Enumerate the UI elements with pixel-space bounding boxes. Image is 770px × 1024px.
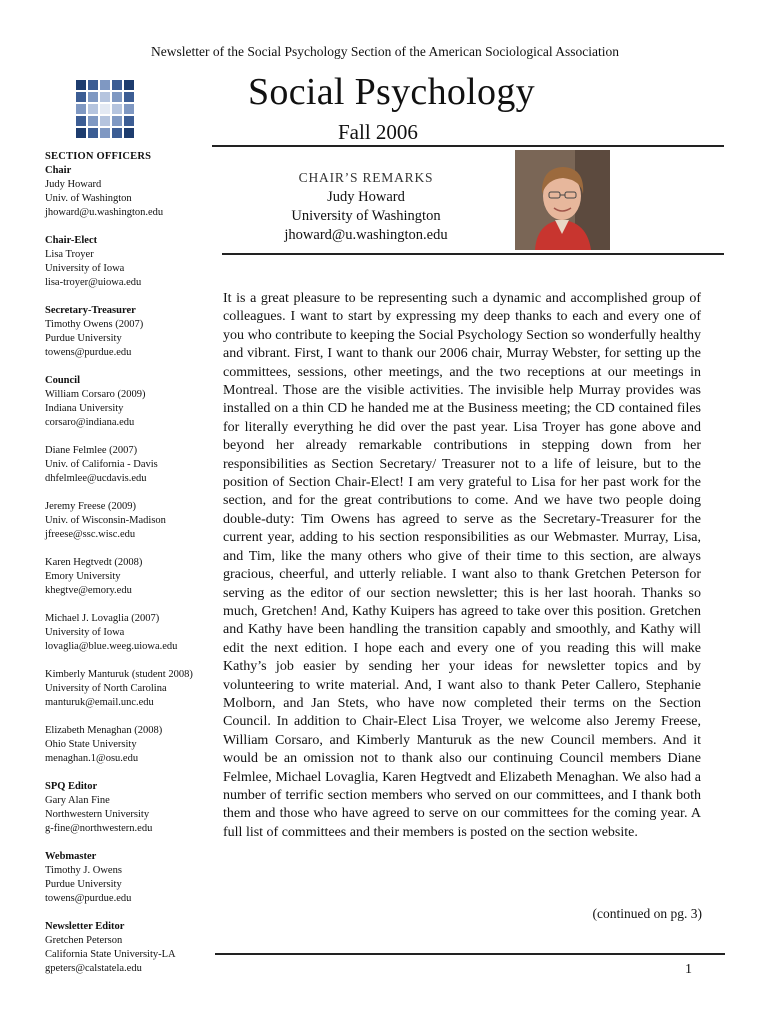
- officer-entry: [45, 724, 215, 766]
- logo-tile: [100, 128, 110, 138]
- officer-entry: [45, 500, 215, 542]
- logo-tile: [124, 80, 134, 90]
- article-author: Judy Howard: [327, 189, 405, 205]
- officer-email: menaghan.1@osu.edu: [45, 753, 139, 764]
- officer-role: Webmaster: [45, 851, 97, 862]
- officer-name: Karen Hegtvedt (2008): [45, 557, 143, 568]
- officer-entry: [45, 556, 215, 598]
- officer-name: Timothy Owens (2007): [45, 319, 144, 330]
- logo-tile: [88, 80, 98, 90]
- logo-tile: [88, 128, 98, 138]
- officer-affiliation: Univ. of Wisconsin-Madison: [45, 515, 166, 526]
- officer-role: Council: [45, 375, 81, 386]
- logo-tile: [124, 92, 134, 102]
- officer-entry: [45, 668, 215, 710]
- newsletter-title: Social Psychology: [248, 71, 535, 113]
- issue-date: Fall 2006: [338, 120, 418, 144]
- officer-name: Lisa Troyer: [45, 249, 94, 260]
- logo-tile: [112, 80, 122, 90]
- officer-role: Secretary-Treasurer: [45, 305, 136, 316]
- officer-email: towens@purdue.edu: [45, 347, 132, 358]
- article-divider: [222, 253, 724, 255]
- officer-entry: [45, 164, 215, 220]
- logo-tile: [100, 80, 110, 90]
- officer-name: Kimberly Manturuk (student 2008): [45, 669, 193, 680]
- officer-email: g-fine@northwestern.edu: [45, 823, 153, 834]
- logo-tile: [76, 116, 86, 126]
- officer-email: dhfelmlee@ucdavis.edu: [45, 473, 147, 484]
- logo-tile: [100, 116, 110, 126]
- officer-name: Diane Felmlee (2007): [45, 445, 138, 456]
- officer-name: Jeremy Freese (2009): [45, 501, 136, 512]
- officer-affiliation: University of Iowa: [45, 627, 125, 638]
- portrait-image: [515, 150, 610, 250]
- logo-tile: [88, 104, 98, 114]
- officer-entry: [45, 920, 215, 976]
- logo-tile: [100, 92, 110, 102]
- officer-entry: [45, 612, 215, 654]
- officer-email: lovaglia@blue.weeg.uiowa.edu: [45, 641, 178, 652]
- section-officers-sidebar: [45, 150, 215, 990]
- officer-role: Chair: [45, 165, 72, 176]
- officer-role: Newsletter Editor: [45, 921, 125, 932]
- officer-name: William Corsaro (2009): [45, 389, 146, 400]
- officer-entry: [45, 444, 215, 486]
- officer-email: khegtve@emory.edu: [45, 585, 132, 596]
- logo-tile: [88, 92, 98, 102]
- logo-tile: [124, 116, 134, 126]
- officer-name: Elizabeth Menaghan (2008): [45, 725, 163, 736]
- officer-name: Michael J. Lovaglia (2007): [45, 613, 160, 624]
- logo-tile: [76, 80, 86, 90]
- logo-tile: [88, 116, 98, 126]
- article-body: It is a great pleasure to be representing such a dynamic and accomplished group of colleagues. I want to start by expressing my deep thanks to each and every one of you who contribute to keeping the Social Psychology Section so wonderfully healthy and vibrant. First, I want to thank our 2006 chair, Murray Webster, for setting up the committees, sessions, other meetings, and the two receptions at our meetings in Montreal. Those are the visible activities. The invisible help Murray provides was installed on a thin CD he handed me at the Business meeting; the CD contained files for literally everything he did over the past year. Lisa Troyer has gone above and beyond her already remarkable contributions in stepping down from her responsibilities as Section Secretary/ Treasurer not to a life of leisure, but to the position of Section Chair-Elect! I am very grateful to Lisa for her past work for the section, and for the great contributions to come. And we have two people doing double-duty: Tim Owens has agreed to serve as the Secretary-Treasurer for the current year, adding to his section responsibilities as our Webmaster. Murray, Lisa, and Tim, like the many others who give of their time to this section, are always gracious, cheerful, and utterly reliable. I want also to thank Gretchen Peterson for serving as the editor of our section newsletter; this is her last hoorah. Thanks so much, Gretchen! And, Kathy Kuipers has agreed to take over this position. Gretchen and Kathy have been handling the transition capably and smoothly, and Kathy will edit the next edition. I hope each and every one of you reading this will make Kathy’s job easier by sending her your ideas for newsletter topics and by volunteering to write material. And, I want also to thank Peter Callero, Stephanie Molborn, and Jan Stets, who have now completed their terms on the Section Council. In addition to Chair-Elect Lisa Troyer, we welcome also Jeremy Freese, William Corsaro, and Kimberly Manturuk as the new Council members. And it would be an omission not to thank also our continuing Council members Diane Felmlee, Michael Lovaglia, Karen Hegtvedt and Elizabeth Menaghan. We also had a number of terrific section members who served on our committees, and I thank both them and those who have agreed to serve on our committees for the coming year. A full list of committees and their members is posted on the section website.: [223, 291, 701, 840]
- logo-tile: [76, 104, 86, 114]
- author-photo: [515, 150, 610, 250]
- officer-email: manturuk@email.unc.edu: [45, 697, 154, 708]
- chair-remarks-header: [260, 168, 472, 245]
- officers-list: [45, 164, 215, 976]
- footer-divider: [215, 953, 725, 955]
- newsletter-tagline: Newsletter of the Social Psychology Section of the American Sociological Association: [151, 44, 619, 59]
- officer-entry: [45, 780, 215, 836]
- officer-affiliation: Northwestern University: [45, 809, 150, 820]
- officer-name: Gretchen Peterson: [45, 935, 123, 946]
- officer-affiliation: Indiana University: [45, 403, 124, 414]
- officer-entry: [45, 850, 215, 906]
- logo-tile: [112, 104, 122, 114]
- officer-entry: [45, 234, 215, 290]
- logo-tile: [112, 116, 122, 126]
- logo-tile: [100, 104, 110, 114]
- officer-entry: [45, 374, 215, 430]
- officer-affiliation: Purdue University: [45, 879, 122, 890]
- officer-affiliation: University of Iowa: [45, 263, 125, 274]
- officer-email: jfreese@ssc.wisc.edu: [45, 529, 136, 540]
- officer-affiliation: Univ. of Washington: [45, 193, 132, 204]
- officer-email: lisa-troyer@uiowa.edu: [45, 277, 142, 288]
- officer-email: jhoward@u.washington.edu: [45, 207, 164, 218]
- logo-tile: [112, 92, 122, 102]
- logo-tile: [76, 92, 86, 102]
- article-affiliation: University of Washington: [291, 208, 441, 224]
- header-divider: [212, 145, 724, 147]
- officer-email: towens@purdue.edu: [45, 893, 132, 904]
- officer-affiliation: Univ. of California - Davis: [45, 459, 158, 470]
- logo-tile: [124, 128, 134, 138]
- officer-affiliation: University of North Carolina: [45, 683, 167, 694]
- officer-name: Judy Howard: [45, 179, 102, 190]
- logo-tile: [124, 104, 134, 114]
- page-number: 1: [685, 962, 692, 977]
- officer-role: Chair-Elect: [45, 235, 98, 246]
- officer-affiliation: Emory University: [45, 571, 121, 582]
- officer-affiliation: California State University-LA: [45, 949, 176, 960]
- officer-role: SPQ Editor: [45, 781, 98, 792]
- logo-tile: [112, 128, 122, 138]
- article-heading: CHAIR’S REMARKS: [298, 170, 434, 185]
- article-email: jhoward@u.washington.edu: [284, 227, 448, 243]
- sidebar-heading: SECTION OFFICERS: [45, 151, 152, 162]
- officer-email: gpeters@calstatela.edu: [45, 963, 142, 974]
- officer-entry: [45, 304, 215, 360]
- logo-tile: [76, 128, 86, 138]
- officer-affiliation: Purdue University: [45, 333, 122, 344]
- section-logo: [76, 80, 134, 138]
- continued-note: (continued on pg. 3): [592, 906, 702, 921]
- officer-affiliation: Ohio State University: [45, 739, 137, 750]
- officer-name: Timothy J. Owens: [45, 865, 122, 876]
- officer-name: Gary Alan Fine: [45, 795, 110, 806]
- officer-email: corsaro@indiana.edu: [45, 417, 135, 428]
